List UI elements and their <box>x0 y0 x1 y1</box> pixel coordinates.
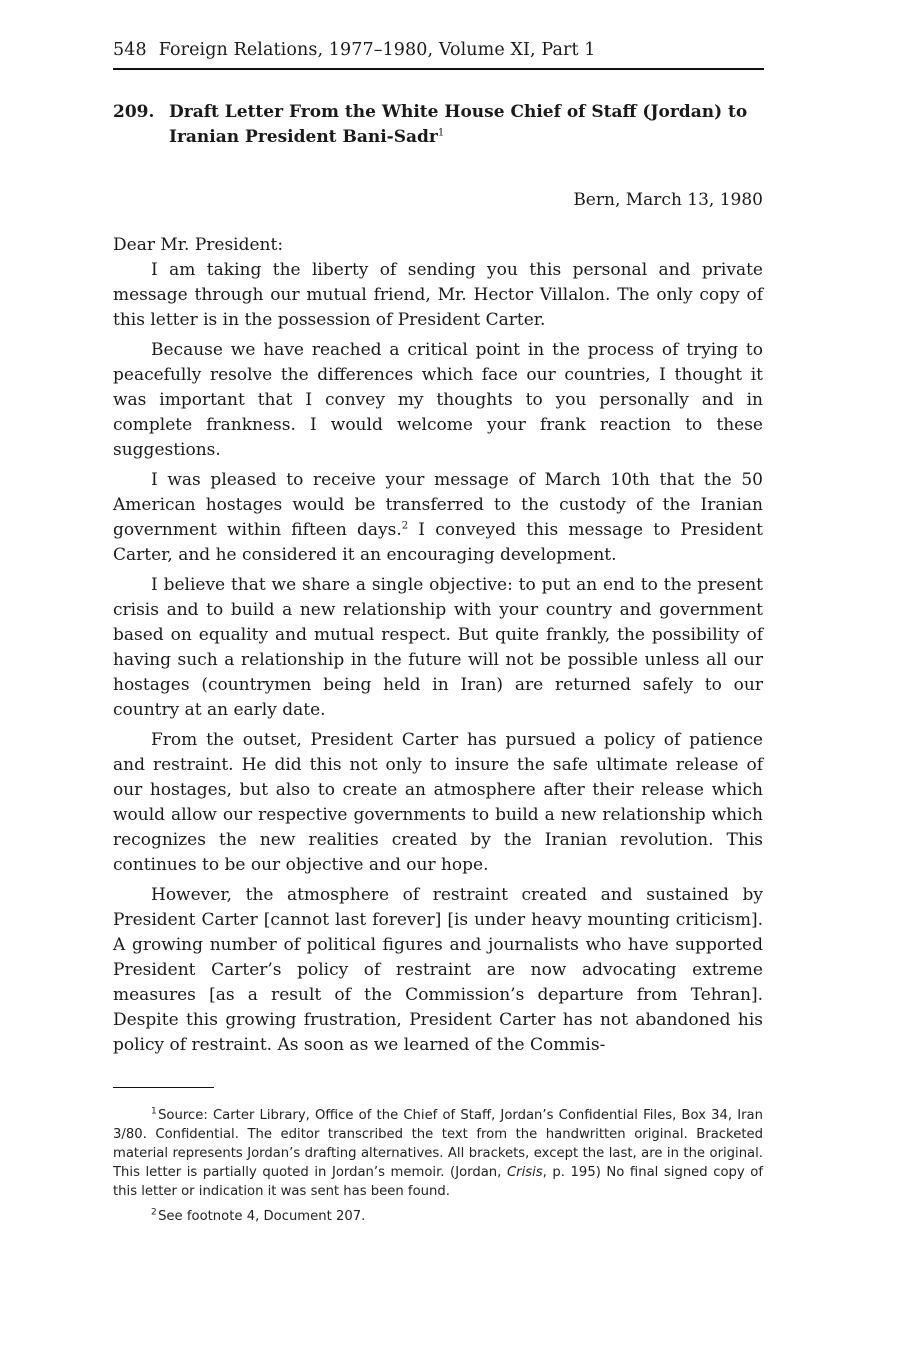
header-rule <box>113 68 764 70</box>
footnote-1 <box>113 1106 763 1201</box>
paragraph-1: I am taking the liberty of sending you this personal and private message through our mutual friend, Mr. Hector Villalon. The only copy of this letter is in the possession of President Carter. <box>113 260 763 330</box>
document-title <box>169 100 761 150</box>
footnote-ref-2[interactable]: 2 <box>401 520 409 532</box>
page-number: 548 <box>113 40 147 60</box>
footnote-1-text-before: Source: Carter Library, Office of the Chief of Staff, Jordan’s Confidential Files, Box 34, Iran 3/80. Confidential. The editor transcribed the text from the handwritten original. Bracketed material represents Jordan’s drafting alternatives. All brackets, except the last, are in the original. This letter is partially quoted in Jordan’s memoir. (Jordan, <box>113 1108 763 1180</box>
footnote-1-book-title: Crisis <box>506 1165 543 1180</box>
series-title: Foreign Relations, 1977–1980, Volume XI, Part 1 <box>158 40 596 60</box>
footnotes <box>113 1106 763 1232</box>
footnote-rule <box>113 1087 214 1088</box>
footnote-2-mark: 2 <box>151 1207 157 1218</box>
document-title-text: Draft Letter From the White House Chief of Staff (Jordan) to Iranian President Bani-Sadr <box>169 102 748 147</box>
paragraph-6: However, the atmosphere of restraint created and sustained by President Carter [cannot last forever] [is under heavy mounting criticism]. A growing number of political figures and journalists who have supported President Carter’s policy of restraint are now advocating extreme measures [as a result of the Commission’s departure from Tehran]. Despite this growing frustration, President Carter has not abandoned his policy of restraint. As soon as we learned of the Commis- <box>113 885 763 1055</box>
footnote-1-text-after: , p. 195) No final signed copy of this letter or indication it was sent has been found. <box>113 1165 764 1199</box>
dateline: Bern, March 13, 1980 <box>573 190 763 210</box>
paragraph-2: Because we have reached a critical point in the process of trying to peacefully resolve the differences which face our countries, I thought it was important that I convey my thoughts to you personally and in complete frankness. I would welcome your frank reaction to these suggestions. <box>113 340 763 460</box>
paragraph-3 <box>113 468 763 568</box>
title-footnote-ref[interactable]: 1 <box>437 127 445 139</box>
paragraph-5: From the outset, President Carter has pursued a policy of patience and restraint. He did this not only to insure the safe ultimate release of our hostages, but also to create an atmosphere after their release which would allow our respective governments to build a new relationship which recognizes the new realities created by the Iranian revolution. This continues to be our objective and our hope. <box>113 730 763 875</box>
paragraph-3-text-before: I was pleased to receive your message of March 10th that the 50 American hostages would be transferred to the custody of the Iranian government within fifteen days. <box>113 470 763 540</box>
document-number: 209. <box>113 102 155 122</box>
running-header <box>113 38 763 62</box>
paragraph-3-text-after: I conveyed this message to President Carter, and he considered it an encouraging development. <box>113 520 764 565</box>
salutation: Dear Mr. President: <box>113 235 284 255</box>
footnote-2 <box>113 1207 763 1226</box>
letter-body <box>113 233 763 1063</box>
paragraph-4: I believe that we share a single objective: to put an end to the present crisis and to build a new relationship with your country and government based on equality and mutual respect. But quite frankly, the possibility of having such a relationship in the future will not be possible unless all our hostages (countrymen being held in Iran) are returned safely to our country at an early date. <box>113 575 763 720</box>
footnote-1-mark: 1 <box>151 1106 157 1117</box>
footnote-2-text[interactable]: See footnote 4, Document 207. <box>158 1209 366 1224</box>
document-heading <box>113 100 763 150</box>
